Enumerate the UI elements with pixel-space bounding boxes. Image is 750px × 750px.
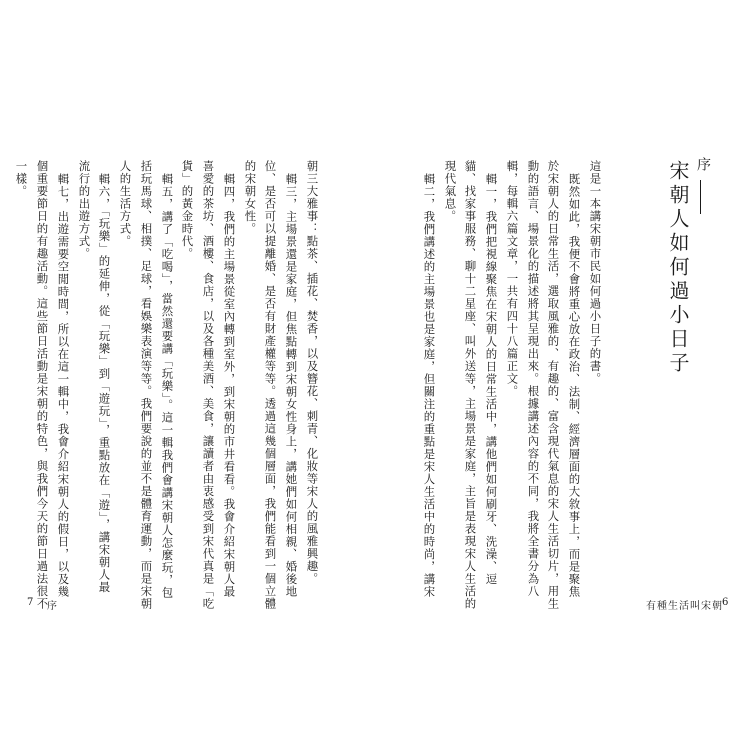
body-column: 貨」的黃金時代。 (180, 160, 195, 260)
body-column: 輯七，出遊需要空閒時間，所以在這一輯中，我會介紹宋朝人的假日，以及幾 (56, 173, 71, 598)
body-column: 輯二，我們講述的主場景也是家庭，但關注的重點是宋人生活中的時尚，講宋 (422, 173, 437, 598)
body-column: 的宋朝女性。 (243, 160, 258, 235)
body-column: 朝三大雅事：點茶、插花、焚香，以及簪花、刺青、化妝等宋人的風雅興趣。 (305, 160, 320, 585)
body-column: 一樣。 (14, 160, 29, 198)
body-column: 位、是否可以提離婚、是否有財產權等等。透過這幾個層面，我們能看到一個立體 (263, 160, 278, 610)
chapter-rule-divider (700, 180, 701, 214)
page-number: 6 (722, 597, 730, 608)
body-column: 輯一，我們把視線聚焦在宋朝人的日常生活中，講他們如何刷牙、洗澡、逗 (484, 173, 499, 586)
chapter-label: 序 (695, 157, 711, 173)
body-column: 於宋朝人的日常生活，選取風雅的、有趣的、富含現代氣息的宋人生活切片，用生 (546, 160, 561, 610)
body-column: 輯六，「玩樂」的延伸，從「玩樂」到「遊玩」，重點放在「遊」，講宋朝人最 (97, 173, 112, 594)
body-column: 現代氣息。 (443, 160, 458, 223)
body-column: 輯三，主場景還是家庭，但焦點轉到宋朝女性身上，講她們如何相親、婚後地 (284, 173, 299, 598)
running-footer-book-title: 有種生活叫宋朝 (646, 601, 723, 612)
page-number: 7 (27, 597, 35, 608)
body-column: 括玩馬球、相撲、足球，看娛樂表演等等。我們要說的並不是體育運動，而是宋朝 (139, 160, 154, 610)
body-column: 喜愛的茶坊、酒樓、食店，以及各種美酒、美食，讓讀者由衷感受到宋代真是「吃 (201, 160, 216, 610)
body-column: 這是一本講宋朝市民如何過小日子的書。 (588, 160, 603, 385)
body-column: 貓、找家事服務、聊十二星座、叫外送等，主場景是家庭，主旨是表現宋人生活的 (463, 160, 478, 610)
running-footer-chapter: 序 (47, 601, 58, 612)
body-column: 輯五，講了「吃喝」，當然還要講「玩樂」。這一輯我們會講宋朝人怎麼玩，包 (160, 173, 175, 600)
body-column: 人的生活方式。 (118, 160, 133, 248)
body-column: 既然如此，我便不會將重心放在政治、法制、經濟層面的大敘事上，而是聚焦 (567, 173, 582, 598)
body-column: 輯，每輯六篇文章，一共有四十八篇正文。 (505, 160, 520, 398)
body-column: 流行的出遊方式。 (77, 160, 92, 260)
chapter-title: 宋朝人如何過小日子 (666, 160, 690, 376)
body-column: 動的語言、場景化的描述將其呈現出來。根據講述內容的不同，我將全書分為八 (526, 160, 541, 598)
body-column: 個重要節日的有趣活動。這些節日活動是宋朝的特色，與我們今天的節日過法很不 (35, 160, 50, 610)
body-column: 輯四，我們的主場景從室內轉到室外，到宋朝的市井看看。我會介紹宋朝人最 (222, 173, 237, 598)
